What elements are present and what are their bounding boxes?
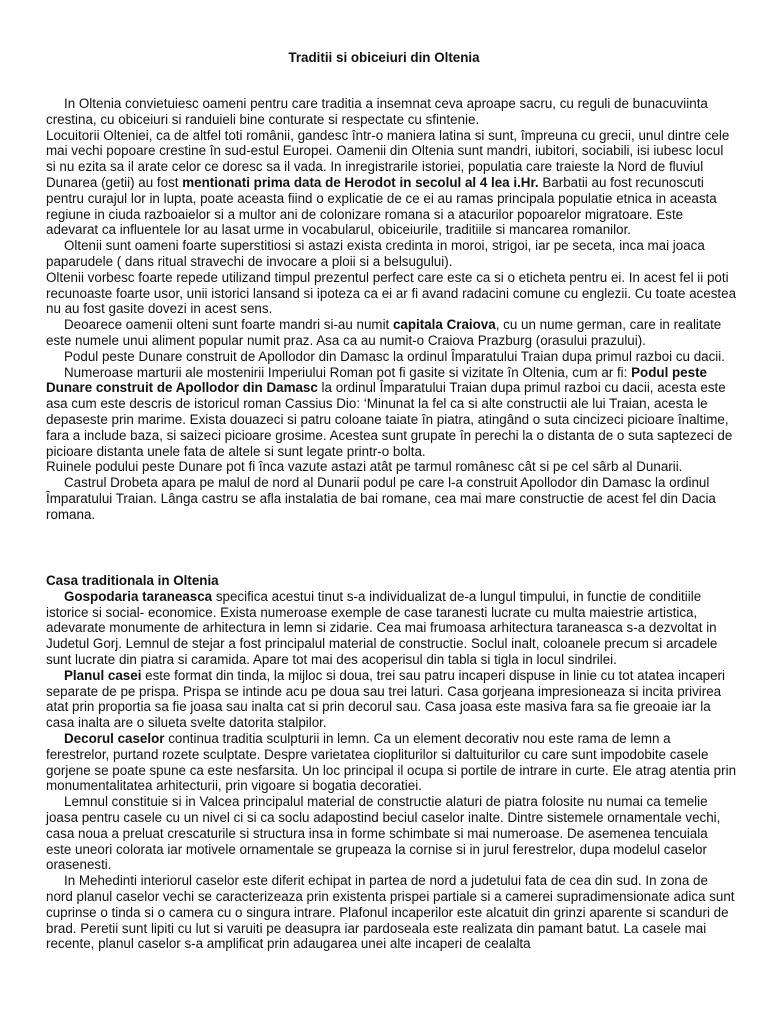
bold-text: Gospodaria taraneasca <box>64 588 213 604</box>
paragraph <box>46 317 736 349</box>
paragraph <box>46 128 736 239</box>
bold-text: capitala Craiova <box>392 317 496 333</box>
paragraph <box>46 365 736 460</box>
paragraph-text: este format din tinda, la mijloc si doua, trei sau patru incaperi dispuse in linie cu tot atatea incaperi separate de pe prispa. Prispa se intinde acu pe doua sau trei laturi. Casa gorjeana impresioneaza si incita privirea atat prin proportia sa fie joasa sau inalta cat si prin decorul sau. Casa joasa este masiva fara sa fie greoaie iar la casa inalta are o silueta svelte datorita stalpilor. <box>46 667 725 731</box>
paragraph-text: specifica acestui tinut s-a individualizat de-a lungul timpului, in functie de conditiile istorice si social- economice. Exista numeroase exemple de case taranesti lucrate cu multa maiestrie artistica, adevarate monumente de arhitectura in lemn si zidarie. Cea mai frumoasa arhitectura taraneasca s-a dezvoltat in Judetul Gorj. Lemnul de stejar a fost principalul material de constructie. Soclul inalt, coloanele precum si arcadele sunt lucrate din piatra si caramida. Apare tot mai des acoperisul din tabla si tigla in locul sindrilei. <box>46 588 718 667</box>
section-intro <box>46 96 736 523</box>
paragraph: Oltenii sunt oameni foarte superstitiosi si astazi exista credinta in moroi, strigoi, iar pe seceta, inca mai joaca paparudele ( dans ritual stravechi de invocare a ploii si a belsugului). <box>46 238 705 269</box>
bold-text: mentionati prima data de Herodot in secolul al 4 lea i.Hr. <box>182 174 539 190</box>
paragraph-text: Numeroase marturii ale mostenirii Imperiului Roman pot fi gasite si vizitate în Oltenia, cum ar fi: <box>64 364 632 380</box>
bold-text: Podul peste Dunare construit de Apollodor din Damasc <box>46 364 707 396</box>
paragraph: Ruinele podului peste Dunare pot fi înca vazute astazi atât pe tarmul românesc cât si pe cel sârb al Dunarii. <box>46 459 683 475</box>
paragraph <box>46 668 736 731</box>
bold-text: Planul casei <box>64 667 142 683</box>
paragraph-text: , cu un nume german, care in realitate este numele unui aliment popular numit praz. Asa ca au numit-o Craiova Prazburg (orasului prazului). <box>46 317 722 348</box>
paragraph-text: continua traditia sculpturii in lemn. Ca un element decorativ nou este rama de lemn a ferestrelor, purtand rozete sculptate. Despre varietatea ciopliturilor si daltuiturilor cu care sunt impodobite casele gorjene se poate spune ca este nesfarsita. Un loc principal il ocupa si portile de intrare in curte. Ele atrag atentia prin monumentalitatea arhitecturii, prin vigoare si bogatia decoratiei. <box>46 730 737 794</box>
paragraph: Lemnul constituie si in Valcea principalul material de constructie alaturi de piatra folosite nu numai ca temelie joasa pentru casele cu un nivel ci si ca soclu adapostind beciul caselor inalte. Dintre sistemele ornamentale vechi, casa noua a preluat crescaturile si structura insa in forme schimbate si mai numeroase. De asemenea tencuiala este uneori colorata iar motivele ornamentale se grupeaza la cornise si in jurul ferestrelor, dupa modelul caselor orasenesti. <box>46 794 721 873</box>
paragraph-text: Locuitorii Olteniei, ca de altfel toti românii, gandesc într-o maniera latina si sunt, împreuna cu grecii, unul dintre cele mai vechi popoare crestine în sud-estul Europei. Oamenii din Oltenia sunt mandri, iubitori, sociabili, isi iubesc locul si nu ezita sa il arate celor ce doresc sa il vada. In inregistrarile istoriei, populatia care traieste la Nord de fluviul Dunarea (getii) au fost <box>46 127 730 190</box>
section-traditional-house <box>46 573 736 952</box>
paragraph: In Mehedinti interiorul caselor este diferit echipat in partea de nord a judetului fata de cea din sud. In zona de nord planul caselor vechi se caracterizeaza prin existenta prispei partiale si a camerei supradimensionate adica sunt cuprinse o tinda si o camera cu o singura intrare. Plafonul incaperilor este alcatuit din grinzi aparente si scanduri de brad. Peretii sunt lipiti cu lut si varuiti pe deasupra iar pardoseala este realizata din pamant batut. La casele mai recente, planul caselor s-a amplificat prin adaugarea unei alte incaperi de cealalta <box>46 873 735 952</box>
paragraph: Podul peste Dunare construit de Apollodor din Damasc la ordinul Împaratului Traian dupa primul razboi cu dacii. <box>64 348 725 364</box>
paragraph-text: Barbatii au fost recunoscuti pentru curajul lor in lupta, poate aceasta fiind o explicatie de ce ei au ramas principala populatie etnica in aceasta regiune in ciuda razboaielor si a multor ani de colonizare romana si a atacurilor popoarelor migratoare. Este adevarat ca influentele lor au lasat urme in vocabularul, obiceiurile, traditiile si mancarea romanilor. <box>46 174 717 238</box>
document-title: Traditii si obiceiuri din Oltenia <box>288 50 480 65</box>
paragraph: Castrul Drobeta apara pe malul de nord al Dunarii podul pe care l-a construit Apollodor din Damasc la ordinul Împaratului Traian. Lânga castru se afla instalatia de bai romane, cea mai mare constructie de acest fel din Dacia romana. <box>46 475 716 522</box>
paragraph <box>46 589 736 668</box>
paragraph <box>46 731 736 794</box>
section-heading: Casa traditionala in Oltenia <box>46 573 219 588</box>
paragraph: Oltenii vorbesc foarte repede utilizand timpul prezentul perfect care este ca si o eticheta pentru ei. In acest fel ii poti recunoaste foarte usor, unii istorici lansand si ipoteza ca ei ar fi avand radacini comune cu englezii. Cu toate acestea nu au fost gasite dovezi in acest sens. <box>46 269 737 317</box>
paragraph: In Oltenia convietuiesc oameni pentru care traditia a insemnat ceva aproape sacru, cu reguli de bunacuviinta crestina, cu obiceiuri si randuieli bine conturate si respectate cu sfintenie. <box>46 96 708 127</box>
paragraph-text: la ordinul Împaratului Traian dupa primul razboi cu dacii, acesta este asa cum este descris de istoricul roman Cassius Dio: ‘Minunat la fel ca si alte constructii ale lui Traian, acesta le depaseste prin marime. Exista douazeci si patru coloane taiate în piatra, atingând o suta cincizeci picioare înaltime, fara a include baza, si saizeci picioare grosime. Acestea sunt grupate în perechi la o distanta de o suta saptezeci de picioare distanta unele fata de altele si sunt legate printr-o bolta. <box>46 380 733 459</box>
bold-text: Decorul caselor <box>64 730 165 746</box>
paragraph-text: Deoarece oamenii olteni sunt foarte mandri si-au numit <box>64 317 393 333</box>
